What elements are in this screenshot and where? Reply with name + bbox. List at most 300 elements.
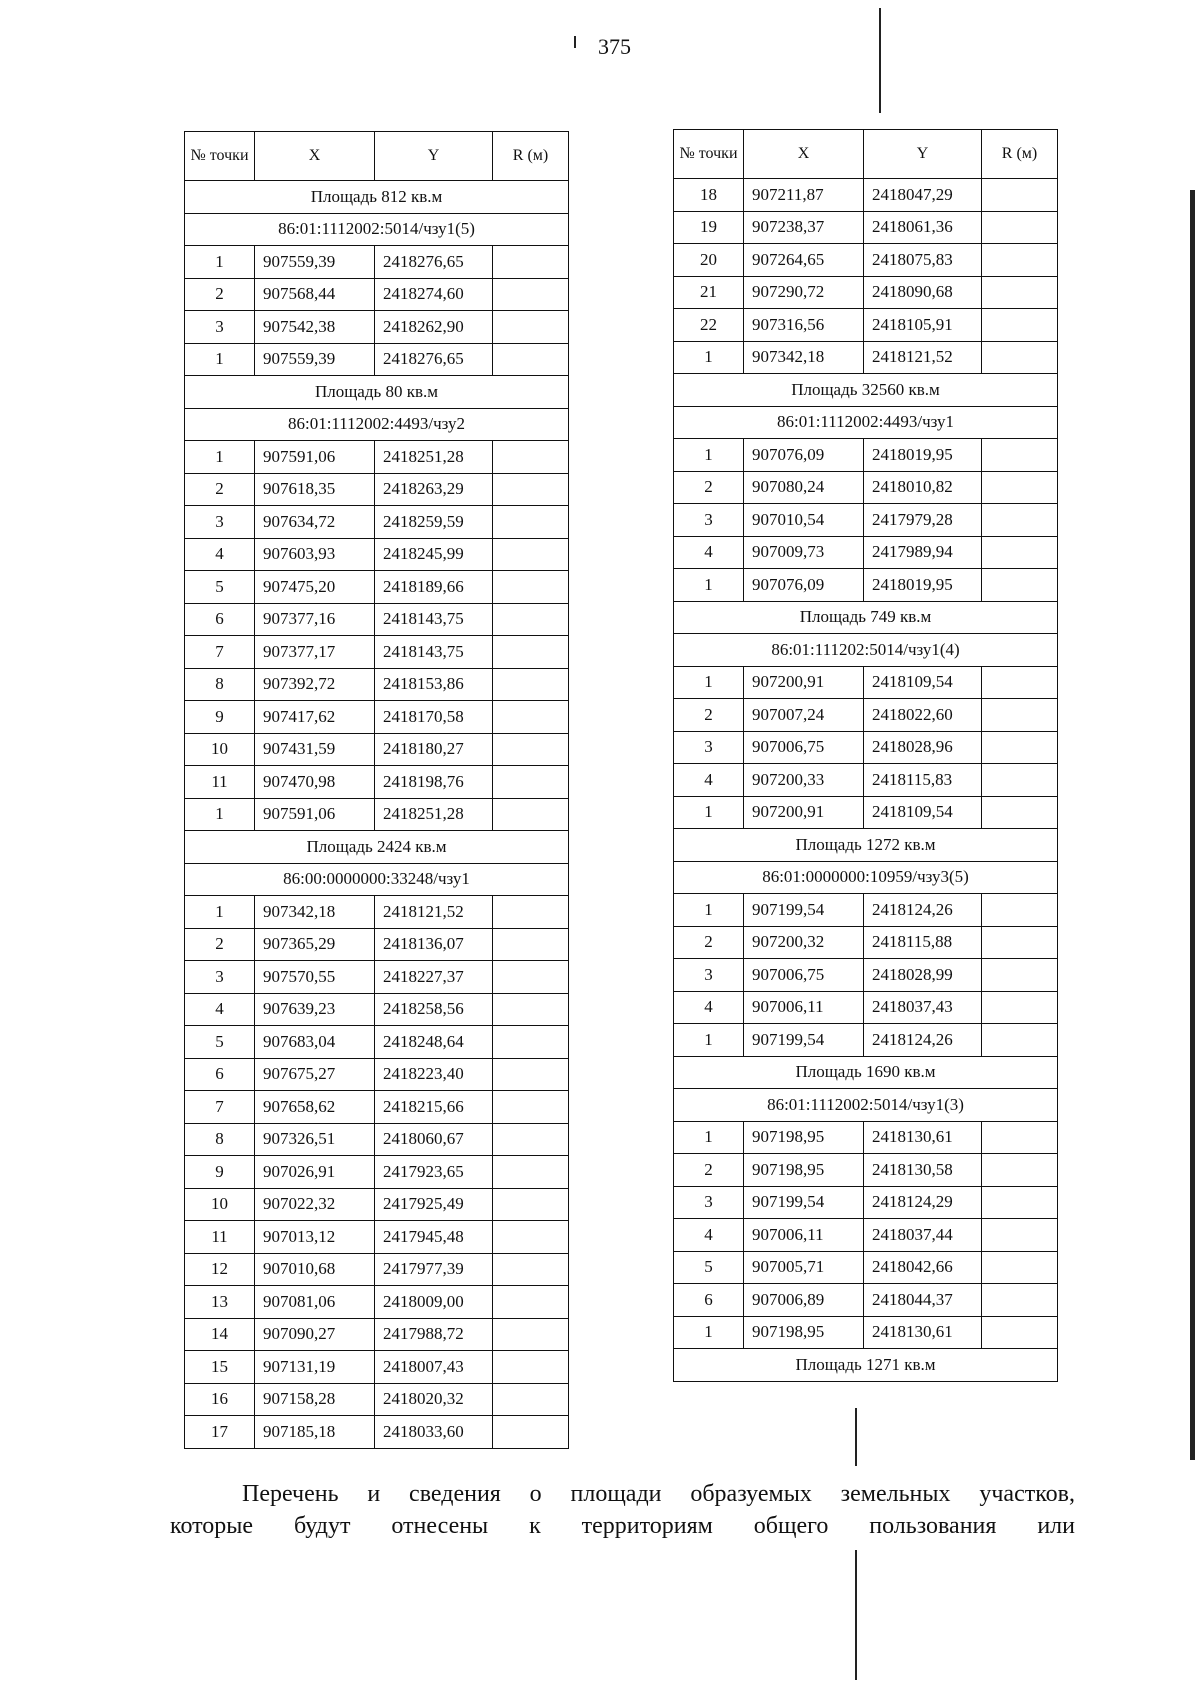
scan-artifact-line [855, 1550, 857, 1680]
radius-cell [493, 311, 569, 344]
radius-cell [982, 1154, 1058, 1187]
section-label: 86:01:1112002:5014/чзу1(5) [185, 213, 569, 246]
x-cell: 907199,54 [744, 894, 864, 927]
x-cell: 907200,91 [744, 796, 864, 829]
page-number: 375 [598, 34, 631, 59]
table-row [674, 894, 1058, 927]
point-number-cell: 9 [185, 1156, 255, 1189]
x-cell: 907076,09 [744, 569, 864, 602]
y-cell: 2418019,95 [864, 439, 982, 472]
y-cell: 2418020,32 [375, 1383, 493, 1416]
table-row [674, 536, 1058, 569]
radius-cell [493, 473, 569, 506]
table-row [674, 1121, 1058, 1154]
y-cell: 2418105,91 [864, 309, 982, 342]
x-cell: 907475,20 [255, 571, 375, 604]
x-cell: 907675,27 [255, 1058, 375, 1091]
table-row [185, 1383, 569, 1416]
y-cell: 2418115,83 [864, 764, 982, 797]
section-label: 86:01:111202:5014/чзу1(4) [674, 634, 1058, 667]
point-number-cell: 2 [674, 699, 744, 732]
y-cell: 2418109,54 [864, 666, 982, 699]
x-cell: 907326,51 [255, 1123, 375, 1156]
radius-cell [493, 343, 569, 376]
table-header-row [185, 132, 569, 181]
table-row [185, 733, 569, 766]
x-cell: 907198,95 [744, 1154, 864, 1187]
x-cell: 907431,59 [255, 733, 375, 766]
radius-cell [493, 603, 569, 636]
table-row [185, 571, 569, 604]
point-number-cell: 20 [674, 244, 744, 277]
x-cell: 907470,98 [255, 766, 375, 799]
point-number-cell: 2 [674, 926, 744, 959]
table-row [674, 1154, 1058, 1187]
radius-cell [493, 1123, 569, 1156]
x-cell: 907603,93 [255, 538, 375, 571]
radius-cell [493, 571, 569, 604]
point-number-cell: 1 [185, 343, 255, 376]
radius-cell [493, 668, 569, 701]
table-row [185, 473, 569, 506]
x-cell: 907198,95 [744, 1316, 864, 1349]
point-number-cell: 4 [674, 536, 744, 569]
y-cell: 2418075,83 [864, 244, 982, 277]
radius-cell [493, 993, 569, 1026]
x-cell: 907290,72 [744, 276, 864, 309]
radius-cell [493, 1026, 569, 1059]
x-cell: 907542,38 [255, 311, 375, 344]
point-number-cell: 14 [185, 1318, 255, 1351]
point-number-cell: 3 [185, 311, 255, 344]
paragraph-line: которые будут отнесены к территориям общего пользования или [170, 1513, 1075, 1539]
y-cell: 2418153,86 [375, 668, 493, 701]
x-cell: 907185,18 [255, 1416, 375, 1449]
y-cell: 2418258,56 [375, 993, 493, 1026]
point-number-cell: 21 [674, 276, 744, 309]
point-number-cell: 10 [185, 1188, 255, 1221]
table-row [185, 1253, 569, 1286]
table-section-row [185, 831, 569, 864]
point-number-cell: 5 [674, 1251, 744, 1284]
table-row [185, 1416, 569, 1449]
x-cell: 907010,68 [255, 1253, 375, 1286]
section-label: Площадь 80 кв.м [185, 376, 569, 409]
x-cell: 907009,73 [744, 536, 864, 569]
point-number-cell: 9 [185, 701, 255, 734]
x-cell: 907090,27 [255, 1318, 375, 1351]
radius-cell [982, 991, 1058, 1024]
table-row [185, 668, 569, 701]
point-number-cell: 3 [674, 959, 744, 992]
table-row [674, 796, 1058, 829]
table-row [674, 959, 1058, 992]
y-cell: 2418130,61 [864, 1316, 982, 1349]
radius-cell [982, 439, 1058, 472]
point-number-cell: 6 [185, 603, 255, 636]
table-row [185, 1123, 569, 1156]
x-cell: 907080,24 [744, 471, 864, 504]
point-number-cell: 15 [185, 1351, 255, 1384]
y-cell: 2418143,75 [375, 636, 493, 669]
point-number-cell: 1 [674, 1024, 744, 1057]
radius-cell [982, 1284, 1058, 1317]
radius-cell [493, 506, 569, 539]
point-number-cell: 3 [185, 506, 255, 539]
radius-cell [982, 731, 1058, 764]
radius-cell [982, 796, 1058, 829]
point-number-cell: 1 [674, 439, 744, 472]
x-cell: 907010,54 [744, 504, 864, 537]
section-label: Площадь 1690 кв.м [674, 1056, 1058, 1089]
radius-cell [982, 179, 1058, 212]
point-number-cell: 1 [674, 341, 744, 374]
table-section-row [674, 634, 1058, 667]
y-cell: 2418263,29 [375, 473, 493, 506]
y-cell: 2418124,26 [864, 894, 982, 927]
y-cell: 2418009,00 [375, 1286, 493, 1319]
x-cell: 907639,23 [255, 993, 375, 1026]
y-cell: 2418060,67 [375, 1123, 493, 1156]
x-cell: 907026,91 [255, 1156, 375, 1189]
radius-cell [493, 928, 569, 961]
table-row [674, 244, 1058, 277]
table-section-row [674, 829, 1058, 862]
table-row [674, 1316, 1058, 1349]
radius-cell [982, 244, 1058, 277]
section-label: 86:01:1112002:5014/чзу1(3) [674, 1089, 1058, 1122]
table-row [674, 1251, 1058, 1284]
table-row [674, 666, 1058, 699]
x-cell: 907658,62 [255, 1091, 375, 1124]
table-row [185, 636, 569, 669]
table-section-row [674, 406, 1058, 439]
point-number-cell: 17 [185, 1416, 255, 1449]
table-header-row [674, 130, 1058, 179]
y-cell: 2418276,65 [375, 343, 493, 376]
radius-cell [982, 211, 1058, 244]
y-cell: 2418130,61 [864, 1121, 982, 1154]
table-section-row [185, 376, 569, 409]
point-number-cell: 8 [185, 668, 255, 701]
point-number-cell: 4 [185, 538, 255, 571]
point-number-cell: 1 [674, 1121, 744, 1154]
point-number-cell: 2 [185, 928, 255, 961]
radius-cell [982, 959, 1058, 992]
body-paragraph [170, 1478, 1075, 1542]
header-y: Y [864, 130, 982, 179]
y-cell: 2418251,28 [375, 798, 493, 831]
table-section-row [674, 1349, 1058, 1382]
y-cell: 2418276,65 [375, 246, 493, 279]
table-row [185, 961, 569, 994]
x-cell: 907199,54 [744, 1186, 864, 1219]
table-row [674, 1284, 1058, 1317]
section-label: 86:00:0000000:33248/чзу1 [185, 863, 569, 896]
point-number-cell: 5 [185, 1026, 255, 1059]
table-section-row [185, 863, 569, 896]
point-number-cell: 7 [185, 636, 255, 669]
x-cell: 907006,75 [744, 959, 864, 992]
table-section-row [674, 861, 1058, 894]
y-cell: 2418115,88 [864, 926, 982, 959]
radius-cell [982, 1186, 1058, 1219]
radius-cell [493, 798, 569, 831]
scan-artifact-line [855, 1408, 857, 1466]
table-row [185, 343, 569, 376]
x-cell: 907006,89 [744, 1284, 864, 1317]
scan-mark [574, 36, 576, 48]
radius-cell [982, 764, 1058, 797]
scan-artifact-line [879, 8, 881, 113]
y-cell: 2418180,27 [375, 733, 493, 766]
section-label: Площадь 32560 кв.м [674, 374, 1058, 407]
radius-cell [493, 1091, 569, 1124]
table-row [185, 1188, 569, 1221]
table-row [185, 896, 569, 929]
radius-cell [982, 666, 1058, 699]
radius-cell [982, 1316, 1058, 1349]
table-section-row [185, 408, 569, 441]
radius-cell [982, 894, 1058, 927]
table-section-row [185, 213, 569, 246]
point-number-cell: 3 [674, 504, 744, 537]
point-number-cell: 16 [185, 1383, 255, 1416]
section-label: 86:01:1112002:4493/чзу2 [185, 408, 569, 441]
radius-cell [493, 701, 569, 734]
point-number-cell: 11 [185, 766, 255, 799]
header-radius: R (м) [493, 132, 569, 181]
table-row [674, 731, 1058, 764]
x-cell: 907200,91 [744, 666, 864, 699]
y-cell: 2418037,44 [864, 1219, 982, 1252]
point-number-cell: 1 [674, 796, 744, 829]
point-number-cell: 1 [674, 1316, 744, 1349]
x-cell: 907200,33 [744, 764, 864, 797]
x-cell: 907634,72 [255, 506, 375, 539]
x-cell: 907238,37 [744, 211, 864, 244]
y-cell: 2418143,75 [375, 603, 493, 636]
x-cell: 907342,18 [255, 896, 375, 929]
x-cell: 907076,09 [744, 439, 864, 472]
y-cell: 2418109,54 [864, 796, 982, 829]
table-row [674, 439, 1058, 472]
y-cell: 2418259,59 [375, 506, 493, 539]
y-cell: 2418042,66 [864, 1251, 982, 1284]
radius-cell [493, 441, 569, 474]
x-cell: 907081,06 [255, 1286, 375, 1319]
table-row [185, 1351, 569, 1384]
table-row [674, 926, 1058, 959]
table-row [185, 1286, 569, 1319]
point-number-cell: 5 [185, 571, 255, 604]
point-number-cell: 19 [674, 211, 744, 244]
point-number-cell: 1 [674, 894, 744, 927]
scan-artifact-line [1190, 190, 1195, 1460]
x-cell: 907131,19 [255, 1351, 375, 1384]
x-cell: 907377,17 [255, 636, 375, 669]
radius-cell [982, 536, 1058, 569]
x-cell: 907198,95 [744, 1121, 864, 1154]
radius-cell [493, 1221, 569, 1254]
y-cell: 2417925,49 [375, 1188, 493, 1221]
radius-cell [493, 1156, 569, 1189]
radius-cell [982, 1219, 1058, 1252]
y-cell: 2417989,94 [864, 536, 982, 569]
table-row [674, 764, 1058, 797]
radius-cell [982, 699, 1058, 732]
point-number-cell: 1 [185, 246, 255, 279]
x-cell: 907570,55 [255, 961, 375, 994]
y-cell: 2418245,99 [375, 538, 493, 571]
table-row [674, 699, 1058, 732]
header-y: Y [375, 132, 493, 181]
y-cell: 2417979,28 [864, 504, 982, 537]
radius-cell [982, 1251, 1058, 1284]
table-row [674, 1219, 1058, 1252]
point-number-cell: 2 [674, 1154, 744, 1187]
radius-cell [982, 276, 1058, 309]
point-number-cell: 11 [185, 1221, 255, 1254]
point-number-cell: 3 [674, 731, 744, 764]
y-cell: 2418121,52 [864, 341, 982, 374]
y-cell: 2418028,96 [864, 731, 982, 764]
point-number-cell: 3 [185, 961, 255, 994]
x-cell: 907591,06 [255, 798, 375, 831]
point-number-cell: 6 [185, 1058, 255, 1091]
point-number-cell: 8 [185, 1123, 255, 1156]
x-cell: 907683,04 [255, 1026, 375, 1059]
y-cell: 2418033,60 [375, 1416, 493, 1449]
y-cell: 2418227,37 [375, 961, 493, 994]
x-cell: 907005,71 [744, 1251, 864, 1284]
table-row [185, 1221, 569, 1254]
table-row [674, 1024, 1058, 1057]
y-cell: 2418061,36 [864, 211, 982, 244]
y-cell: 2418090,68 [864, 276, 982, 309]
y-cell: 2418022,60 [864, 699, 982, 732]
radius-cell [982, 471, 1058, 504]
point-number-cell: 6 [674, 1284, 744, 1317]
radius-cell [493, 1253, 569, 1286]
y-cell: 2418223,40 [375, 1058, 493, 1091]
point-number-cell: 1 [185, 441, 255, 474]
y-cell: 2418019,95 [864, 569, 982, 602]
header-x: X [255, 132, 375, 181]
y-cell: 2418274,60 [375, 278, 493, 311]
section-label: Площадь 749 кв.м [674, 601, 1058, 634]
x-cell: 907618,35 [255, 473, 375, 506]
y-cell: 2417977,39 [375, 1253, 493, 1286]
table-row [674, 569, 1058, 602]
radius-cell [493, 896, 569, 929]
radius-cell [982, 1121, 1058, 1154]
point-number-cell: 22 [674, 309, 744, 342]
radius-cell [493, 1058, 569, 1091]
point-number-cell: 13 [185, 1286, 255, 1319]
table-row [674, 341, 1058, 374]
table-row [185, 928, 569, 961]
radius-cell [493, 636, 569, 669]
x-cell: 907377,16 [255, 603, 375, 636]
radius-cell [982, 504, 1058, 537]
radius-cell [493, 1286, 569, 1319]
radius-cell [982, 341, 1058, 374]
y-cell: 2418262,90 [375, 311, 493, 344]
x-cell: 907316,56 [744, 309, 864, 342]
table-row [674, 991, 1058, 1024]
point-number-cell: 12 [185, 1253, 255, 1286]
point-number-cell: 10 [185, 733, 255, 766]
table-section-row [674, 374, 1058, 407]
table-row [185, 766, 569, 799]
header-x: X [744, 130, 864, 179]
radius-cell [493, 1416, 569, 1449]
table-row [185, 1091, 569, 1124]
radius-cell [493, 1383, 569, 1416]
radius-cell [493, 1351, 569, 1384]
table-row [674, 179, 1058, 212]
x-cell: 907342,18 [744, 341, 864, 374]
paragraph-line: Перечень и сведения о площади образуемых земельных участков, [242, 1481, 1075, 1507]
y-cell: 2418136,07 [375, 928, 493, 961]
table-row [185, 603, 569, 636]
coordinates-table-right [673, 129, 1058, 1382]
x-cell: 907365,29 [255, 928, 375, 961]
y-cell: 2418189,66 [375, 571, 493, 604]
y-cell: 2417945,48 [375, 1221, 493, 1254]
section-label: 86:01:1112002:4493/чзу1 [674, 406, 1058, 439]
table-row [674, 504, 1058, 537]
x-cell: 907022,32 [255, 1188, 375, 1221]
table-section-row [674, 601, 1058, 634]
point-number-cell: 1 [185, 896, 255, 929]
y-cell: 2418037,43 [864, 991, 982, 1024]
radius-cell [493, 766, 569, 799]
x-cell: 907211,87 [744, 179, 864, 212]
point-number-cell: 1 [674, 569, 744, 602]
point-number-cell: 4 [185, 993, 255, 1026]
radius-cell [493, 278, 569, 311]
radius-cell [982, 926, 1058, 959]
header-point-number: № точки [185, 132, 255, 181]
table-row [185, 993, 569, 1026]
header-point-number: № точки [674, 130, 744, 179]
table-row [674, 309, 1058, 342]
y-cell: 2418124,29 [864, 1186, 982, 1219]
point-number-cell: 2 [185, 278, 255, 311]
x-cell: 907559,39 [255, 343, 375, 376]
table-row [185, 246, 569, 279]
point-number-cell: 4 [674, 1219, 744, 1252]
table-row [185, 1026, 569, 1059]
y-cell: 2418198,76 [375, 766, 493, 799]
x-cell: 907559,39 [255, 246, 375, 279]
y-cell: 2418170,58 [375, 701, 493, 734]
radius-cell [493, 538, 569, 571]
x-cell: 907006,75 [744, 731, 864, 764]
table-row [185, 441, 569, 474]
table-row [185, 1318, 569, 1351]
table-row [674, 471, 1058, 504]
section-label: Площадь 1271 кв.м [674, 1349, 1058, 1382]
y-cell: 2417988,72 [375, 1318, 493, 1351]
section-label: 86:01:0000000:10959/чзу3(5) [674, 861, 1058, 894]
section-label: Площадь 2424 кв.м [185, 831, 569, 864]
table-section-row [674, 1089, 1058, 1122]
y-cell: 2418124,26 [864, 1024, 982, 1057]
x-cell: 907013,12 [255, 1221, 375, 1254]
